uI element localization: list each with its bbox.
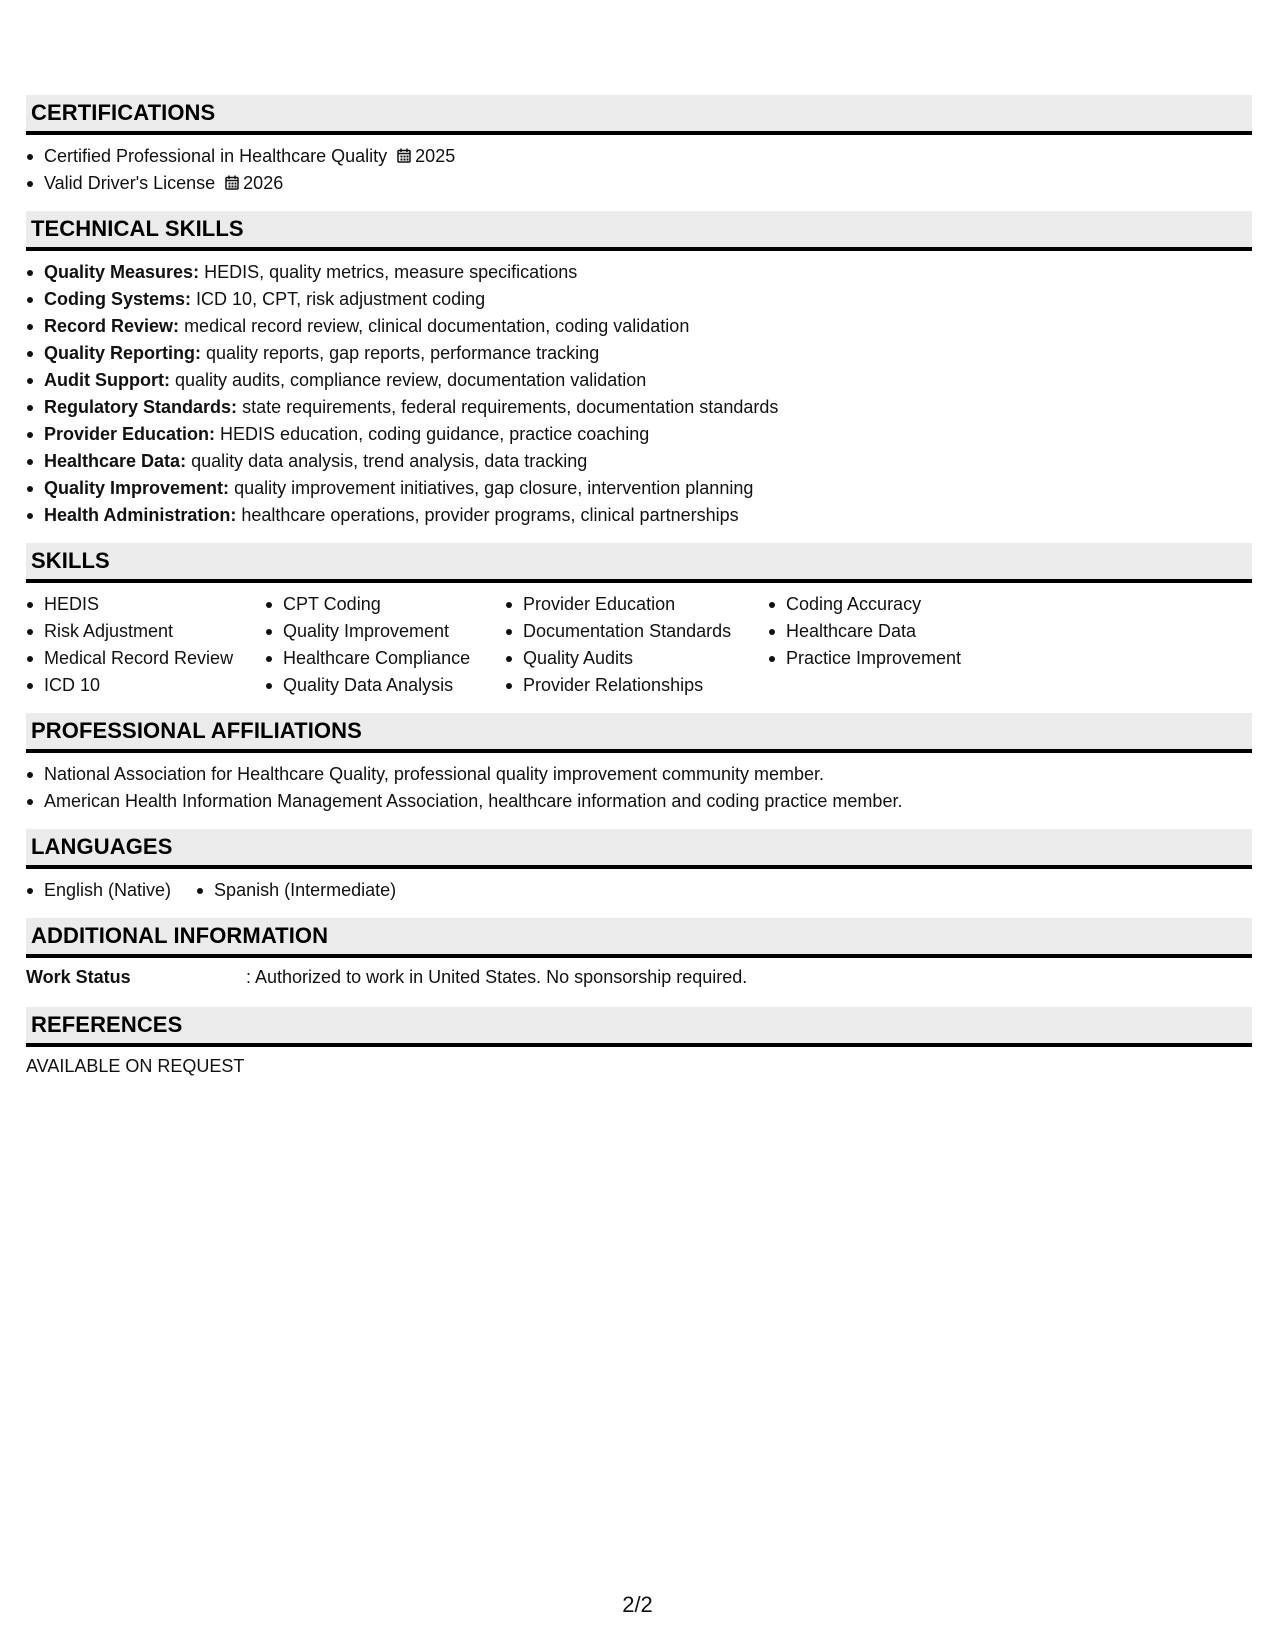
affiliations-section [26, 713, 1252, 829]
skill-item: Quality Improvement [265, 618, 505, 645]
skill-values: HEDIS, quality metrics, measure specifications [204, 262, 578, 282]
languages-section [26, 829, 1252, 918]
skill-values: quality audits, compliance review, documentation validation [174, 370, 647, 390]
technical-skill-item [26, 340, 1252, 367]
skill-item: ICD 10 [26, 672, 265, 699]
skill-item: Risk Adjustment [26, 618, 265, 645]
section-header [26, 829, 1252, 869]
skill-category: Quality Improvement: [44, 478, 230, 498]
skill-values: state requirements, federal requirements, documentation standards [242, 397, 779, 417]
skill-values: ICD 10, CPT, risk adjustment coding [196, 289, 486, 309]
section-header [26, 543, 1252, 583]
language-item: English (Native) [26, 877, 171, 904]
skills-column [505, 591, 768, 699]
section-title: LANGUAGES [31, 834, 173, 859]
certification-year: 2025 [415, 146, 456, 166]
section-header [26, 1007, 1252, 1047]
calendar-icon [225, 175, 239, 190]
skill-values: quality reports, gap reports, performance tracking [206, 343, 600, 363]
technical-skills-section [26, 211, 1252, 543]
section-title: CERTIFICATIONS [31, 100, 216, 125]
skill-category: Provider Education: [44, 424, 216, 444]
additional-information-section [26, 918, 1252, 1007]
certification-name: Valid Driver's License [44, 173, 216, 193]
affiliation-item: National Association for Healthcare Quality, professional quality improvement community member. [26, 761, 1252, 788]
references-text: AVAILABLE ON REQUEST [26, 1056, 245, 1076]
skill-values: HEDIS education, coding guidance, practice coaching [220, 424, 650, 444]
affiliation-item: American Health Information Management Association, healthcare information and coding practice member. [26, 788, 1252, 815]
skills-section [26, 543, 1252, 713]
section-header [26, 95, 1252, 135]
skill-item: Documentation Standards [505, 618, 768, 645]
technical-skill-item [26, 367, 1252, 394]
skill-category: Health Administration: [44, 505, 237, 525]
work-status-label: Work Status [26, 967, 131, 987]
skills-column [265, 591, 505, 699]
skill-category: Audit Support: [44, 370, 170, 390]
skill-values: medical record review, clinical documentation, coding validation [184, 316, 690, 336]
section-title: REFERENCES [31, 1012, 183, 1037]
section-title: SKILLS [31, 548, 110, 573]
skills-column [768, 591, 1028, 699]
section-header [26, 918, 1252, 958]
skill-item: Provider Education [505, 591, 768, 618]
skill-item: Provider Relationships [505, 672, 768, 699]
certifications-list [26, 135, 1252, 211]
skill-category: Quality Measures: [44, 262, 200, 282]
technical-skill-item [26, 394, 1252, 421]
language-item: Spanish (Intermediate) [196, 877, 396, 904]
work-status-row [26, 958, 1252, 1007]
section-title: TECHNICAL SKILLS [31, 216, 244, 241]
section-title: ADDITIONAL INFORMATION [31, 923, 329, 948]
languages-list [26, 869, 1252, 918]
certification-name: Certified Professional in Healthcare Quality [44, 146, 388, 166]
technical-skill-item [26, 421, 1252, 448]
skills-grid [26, 583, 1252, 713]
technical-skill-item [26, 259, 1252, 286]
certification-item [26, 143, 1252, 170]
skill-values: quality improvement initiatives, gap closure, intervention planning [234, 478, 754, 498]
technical-skills-list [26, 251, 1252, 543]
technical-skill-item [26, 502, 1252, 529]
certifications-section [26, 95, 1252, 211]
references-section [26, 1007, 1252, 1080]
skills-column [26, 591, 265, 699]
calendar-icon [397, 148, 411, 163]
certification-year: 2026 [243, 173, 284, 193]
section-header [26, 211, 1252, 251]
section-header [26, 713, 1252, 753]
affiliations-list [26, 753, 1252, 829]
skill-category: Coding Systems: [44, 289, 192, 309]
skill-category: Healthcare Data: [44, 451, 187, 471]
skill-item: Healthcare Compliance [265, 645, 505, 672]
skill-category: Regulatory Standards: [44, 397, 238, 417]
skill-item: Medical Record Review [26, 645, 265, 672]
skill-item: Quality Data Analysis [265, 672, 505, 699]
page-number: 2/2 [622, 1592, 653, 1617]
work-status-value: : Authorized to work in United States. No sponsorship required. [246, 967, 748, 987]
skill-category: Record Review: [44, 316, 180, 336]
skill-item: Quality Audits [505, 645, 768, 672]
section-title: PROFESSIONAL AFFILIATIONS [31, 718, 362, 743]
technical-skill-item [26, 313, 1252, 340]
technical-skill-item [26, 448, 1252, 475]
technical-skill-item [26, 475, 1252, 502]
skill-category: Quality Reporting: [44, 343, 201, 363]
certification-item [26, 170, 1252, 197]
skill-item: HEDIS [26, 591, 265, 618]
skill-item: CPT Coding [265, 591, 505, 618]
skill-values: healthcare operations, provider programs, clinical partnerships [241, 505, 739, 525]
resume-page [26, 95, 1252, 1080]
skill-item: Coding Accuracy [768, 591, 1028, 618]
technical-skill-item [26, 286, 1252, 313]
skill-item: Healthcare Data [768, 618, 1028, 645]
skill-values: quality data analysis, trend analysis, data tracking [191, 451, 588, 471]
skill-item: Practice Improvement [768, 645, 1028, 672]
